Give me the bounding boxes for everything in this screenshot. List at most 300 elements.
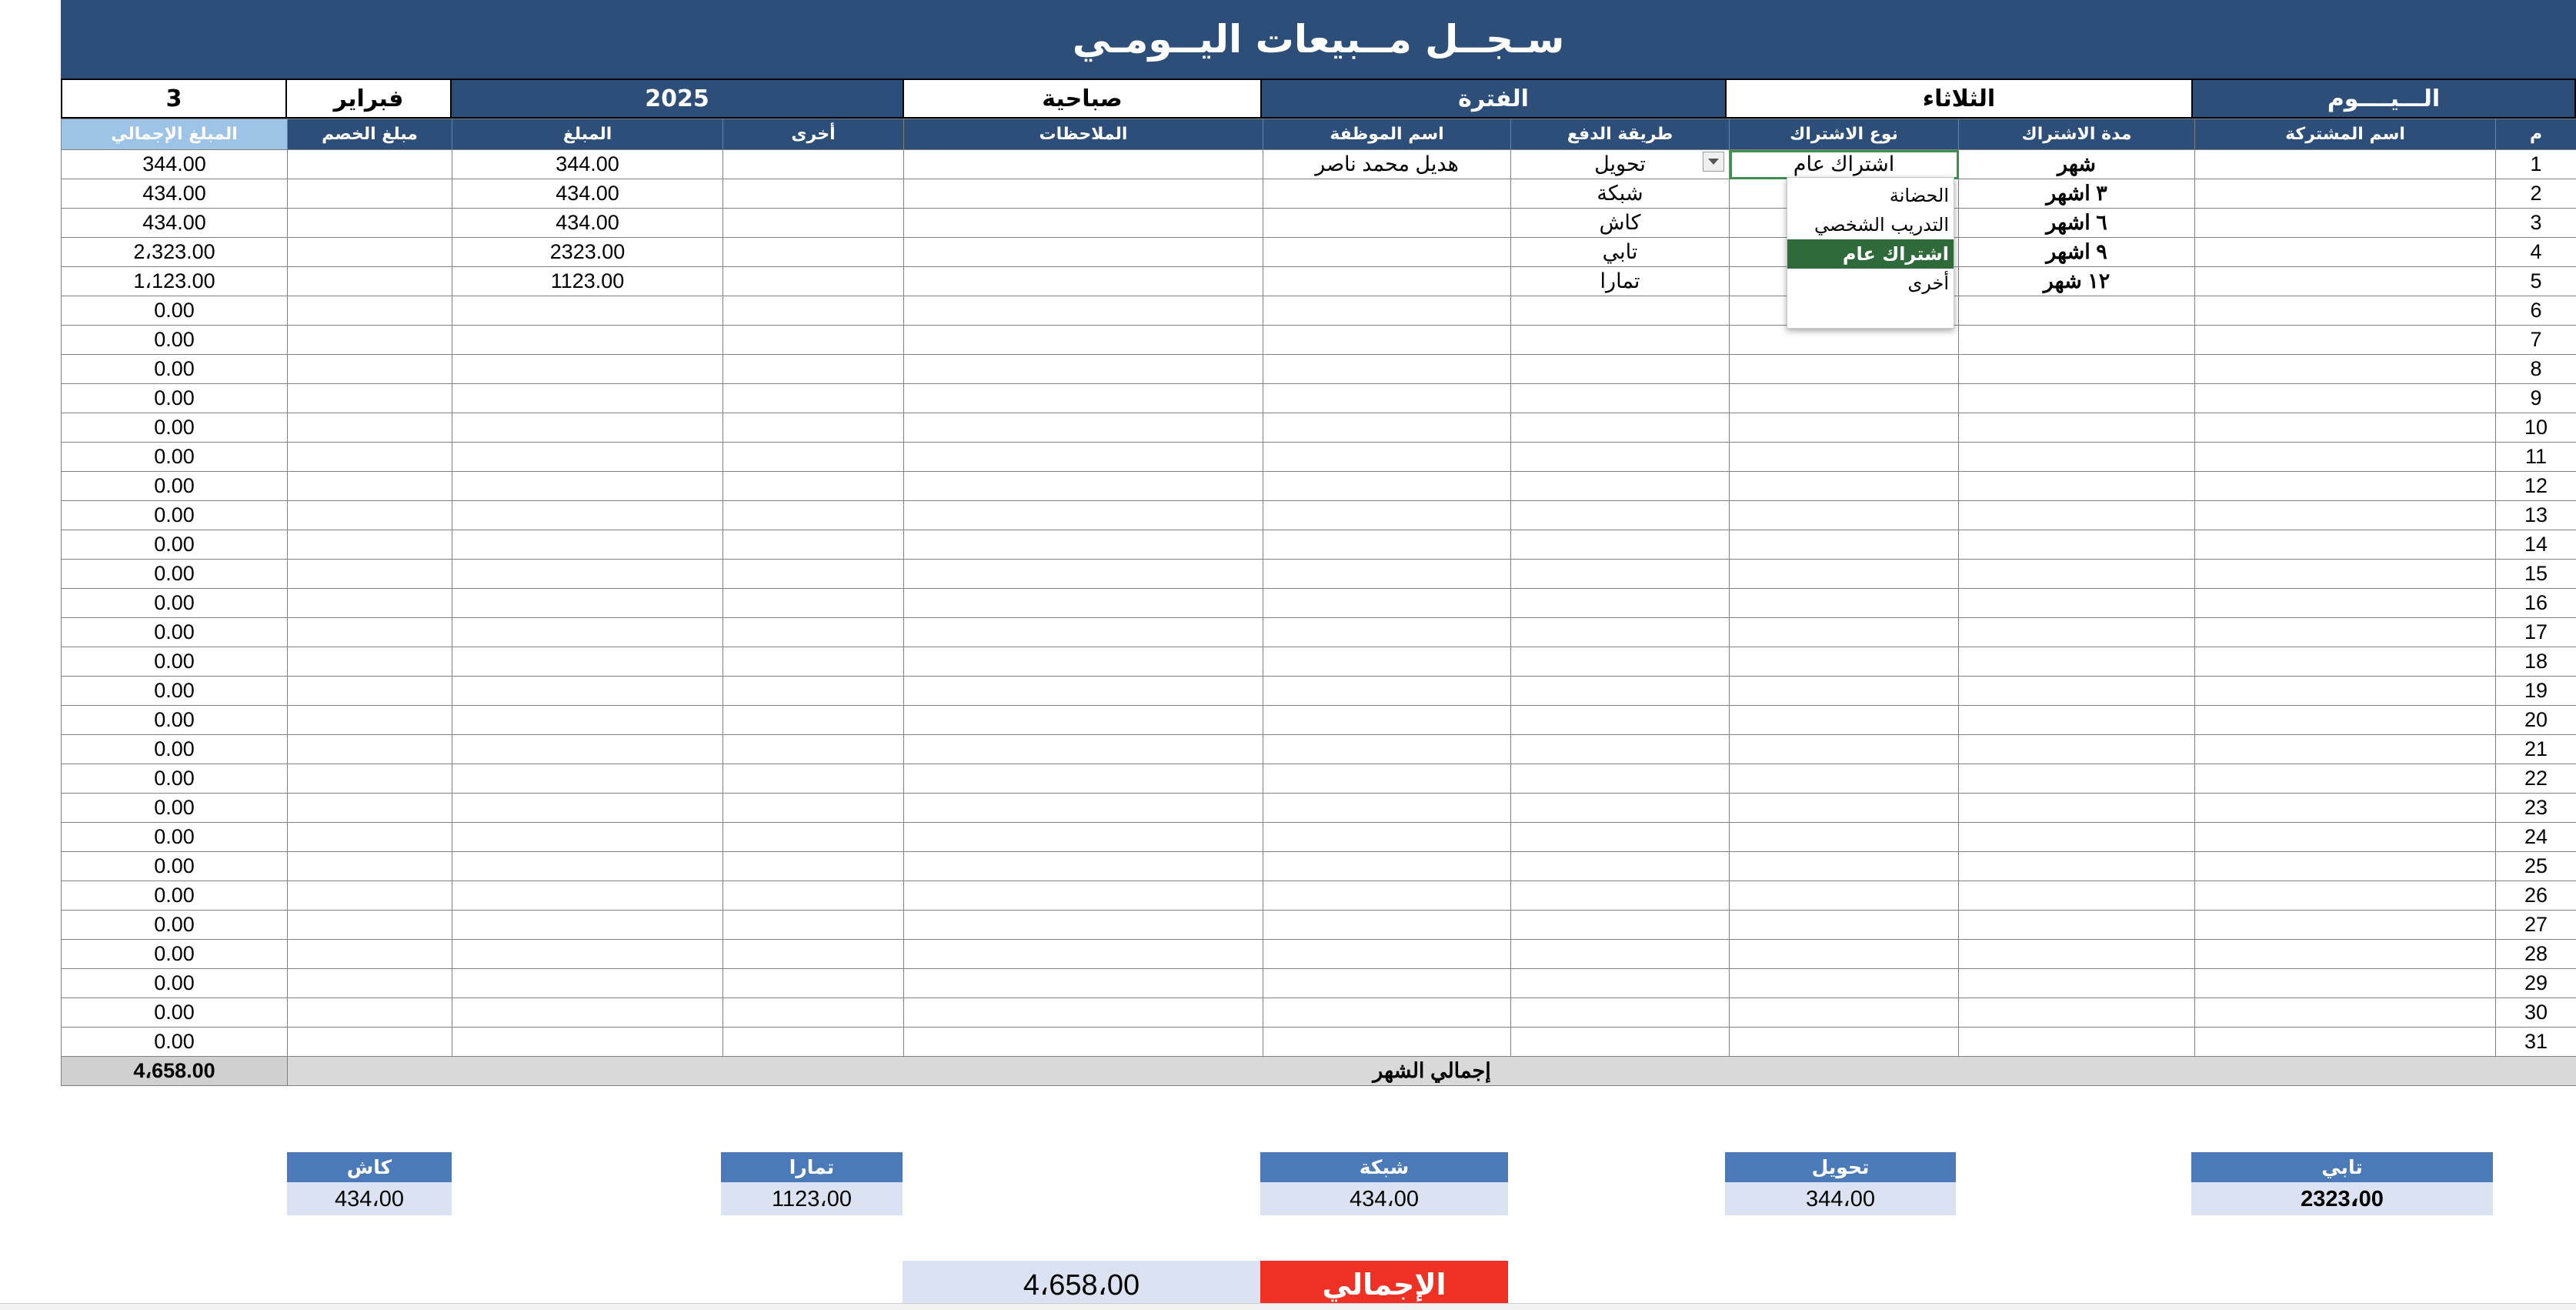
cell-amount[interactable] xyxy=(452,326,723,355)
cell-other[interactable] xyxy=(723,940,904,969)
cell-employee[interactable]: هديل محمد ناصر xyxy=(1263,150,1511,179)
cell-total[interactable]: 0.00 xyxy=(62,589,288,618)
cell-other[interactable] xyxy=(723,911,904,940)
cell-total[interactable]: 0.00 xyxy=(62,881,288,911)
cell-notes[interactable] xyxy=(904,940,1263,969)
cell-payment[interactable]: تحويل xyxy=(1511,150,1730,179)
cell-amount[interactable]: 344.00 xyxy=(452,150,723,179)
cell-payment[interactable] xyxy=(1511,472,1730,501)
cell-discount[interactable] xyxy=(288,472,452,501)
cell-discount[interactable] xyxy=(288,560,452,589)
cell-other[interactable] xyxy=(723,969,904,998)
cell-employee[interactable] xyxy=(1263,998,1511,1028)
cell-employee[interactable] xyxy=(1263,472,1511,501)
cell-total[interactable]: 0.00 xyxy=(62,940,288,969)
cell-discount[interactable] xyxy=(288,589,452,618)
cell-duration[interactable] xyxy=(1959,413,2195,443)
cell-discount[interactable] xyxy=(288,355,452,384)
cell-duration[interactable] xyxy=(1959,560,2195,589)
cell-employee[interactable] xyxy=(1263,677,1511,706)
cell-duration[interactable] xyxy=(1959,384,2195,413)
cell-sub-type[interactable] xyxy=(1730,911,1959,940)
cell-employee[interactable] xyxy=(1263,238,1511,267)
cell-employee[interactable] xyxy=(1263,735,1511,764)
cell-other[interactable] xyxy=(723,998,904,1028)
dropdown-toggle[interactable] xyxy=(1703,152,1724,172)
cell-duration[interactable] xyxy=(1959,530,2195,560)
cell-total[interactable]: 0.00 xyxy=(62,794,288,823)
cell-discount[interactable] xyxy=(288,998,452,1028)
cell-employee[interactable] xyxy=(1263,764,1511,794)
cell-notes[interactable] xyxy=(904,296,1263,326)
cell-payment[interactable] xyxy=(1511,647,1730,677)
cell-notes[interactable] xyxy=(904,267,1263,296)
cell-payment[interactable] xyxy=(1511,530,1730,560)
cell-duration[interactable]: ٩ اشهر xyxy=(1959,238,2195,267)
cell-duration[interactable]: ١٢ شهر xyxy=(1959,267,2195,296)
cell-member-name[interactable] xyxy=(2195,764,2496,794)
cell-member-name[interactable] xyxy=(2195,823,2496,852)
cell-discount[interactable] xyxy=(288,179,452,209)
cell-employee[interactable] xyxy=(1263,618,1511,647)
cell-duration[interactable] xyxy=(1959,1028,2195,1057)
cell-employee[interactable] xyxy=(1263,589,1511,618)
cell-employee[interactable] xyxy=(1263,501,1511,530)
cell-sub-type[interactable] xyxy=(1730,969,1959,998)
cell-payment[interactable] xyxy=(1511,998,1730,1028)
cell-duration[interactable] xyxy=(1959,589,2195,618)
dropdown-option[interactable]: الحضانة xyxy=(1889,185,1949,206)
cell-discount[interactable] xyxy=(288,677,452,706)
cell-employee[interactable] xyxy=(1263,1028,1511,1057)
cell-total[interactable]: 0.00 xyxy=(62,296,288,326)
cell-employee[interactable] xyxy=(1263,823,1511,852)
cell-payment[interactable] xyxy=(1511,355,1730,384)
cell-amount[interactable] xyxy=(452,472,723,501)
cell-amount[interactable] xyxy=(452,355,723,384)
cell-other[interactable] xyxy=(723,530,904,560)
cell-discount[interactable] xyxy=(288,501,452,530)
cell-payment[interactable] xyxy=(1511,794,1730,823)
cell-payment[interactable] xyxy=(1511,589,1730,618)
cell-total[interactable]: 0.00 xyxy=(62,677,288,706)
dropdown-option[interactable]: التدريب الشخصي xyxy=(1814,214,1949,236)
cell-member-name[interactable] xyxy=(2195,150,2496,179)
day-value-cell[interactable]: الثلاثاء xyxy=(1725,79,2193,119)
cell-member-name[interactable] xyxy=(2195,881,2496,911)
cell-other[interactable] xyxy=(723,326,904,355)
cell-employee[interactable] xyxy=(1263,326,1511,355)
cell-other[interactable] xyxy=(723,852,904,881)
cell-payment[interactable] xyxy=(1511,706,1730,735)
cell-total[interactable]: 0.00 xyxy=(62,472,288,501)
cell-member-name[interactable] xyxy=(2195,501,2496,530)
cell-other[interactable] xyxy=(723,384,904,413)
cell-employee[interactable] xyxy=(1263,179,1511,209)
cell-member-name[interactable] xyxy=(2195,238,2496,267)
cell-sub-type[interactable] xyxy=(1730,852,1959,881)
cell-total[interactable]: 2،323.00 xyxy=(62,238,288,267)
cell-other[interactable] xyxy=(723,794,904,823)
cell-sub-type[interactable] xyxy=(1730,501,1959,530)
cell-sub-type[interactable]: اشتراك عام xyxy=(1730,150,1959,179)
cell-total[interactable]: 0.00 xyxy=(62,911,288,940)
cell-payment[interactable] xyxy=(1511,911,1730,940)
cell-discount[interactable] xyxy=(288,735,452,764)
cell-notes[interactable] xyxy=(904,998,1263,1028)
cell-notes[interactable] xyxy=(904,238,1263,267)
cell-discount[interactable] xyxy=(288,209,452,238)
cell-duration[interactable] xyxy=(1959,296,2195,326)
cell-sub-type[interactable] xyxy=(1730,443,1959,472)
cell-payment[interactable] xyxy=(1511,852,1730,881)
cell-duration[interactable] xyxy=(1959,881,2195,911)
cell-notes[interactable] xyxy=(904,618,1263,647)
cell-payment[interactable] xyxy=(1511,296,1730,326)
cell-total[interactable]: 0.00 xyxy=(62,326,288,355)
cell-payment[interactable] xyxy=(1511,764,1730,794)
cell-discount[interactable] xyxy=(288,706,452,735)
cell-discount[interactable] xyxy=(288,764,452,794)
cell-payment[interactable] xyxy=(1511,501,1730,530)
cell-other[interactable] xyxy=(723,355,904,384)
cell-other[interactable] xyxy=(723,618,904,647)
cell-payment[interactable]: تمارا xyxy=(1511,267,1730,296)
cell-payment[interactable] xyxy=(1511,1028,1730,1057)
cell-other[interactable] xyxy=(723,150,904,179)
cell-amount[interactable] xyxy=(452,618,723,647)
cell-payment[interactable]: شبكة xyxy=(1511,179,1730,209)
cell-duration[interactable] xyxy=(1959,940,2195,969)
cell-sub-type[interactable] xyxy=(1730,326,1959,355)
cell-employee[interactable] xyxy=(1263,794,1511,823)
cell-amount[interactable] xyxy=(452,384,723,413)
cell-other[interactable] xyxy=(723,501,904,530)
cell-notes[interactable] xyxy=(904,823,1263,852)
cell-notes[interactable] xyxy=(904,1028,1263,1057)
cell-other[interactable] xyxy=(723,296,904,326)
cell-total[interactable]: 1،123.00 xyxy=(62,267,288,296)
cell-payment[interactable] xyxy=(1511,823,1730,852)
cell-total[interactable]: 0.00 xyxy=(62,735,288,764)
cell-notes[interactable] xyxy=(904,589,1263,618)
cell-total[interactable]: 0.00 xyxy=(62,706,288,735)
cell-total[interactable]: 0.00 xyxy=(62,852,288,881)
cell-sub-type[interactable] xyxy=(1730,355,1959,384)
cell-sub-type[interactable] xyxy=(1730,735,1959,764)
cell-amount[interactable]: 1123.00 xyxy=(452,267,723,296)
cell-amount[interactable] xyxy=(452,794,723,823)
cell-payment[interactable] xyxy=(1511,881,1730,911)
cell-discount[interactable] xyxy=(288,794,452,823)
cell-member-name[interactable] xyxy=(2195,413,2496,443)
cell-member-name[interactable] xyxy=(2195,589,2496,618)
cell-total[interactable]: 434.00 xyxy=(62,209,288,238)
cell-other[interactable] xyxy=(723,238,904,267)
cell-notes[interactable] xyxy=(904,472,1263,501)
cell-amount[interactable] xyxy=(452,969,723,998)
cell-employee[interactable] xyxy=(1263,384,1511,413)
cell-other[interactable] xyxy=(723,179,904,209)
cell-duration[interactable] xyxy=(1959,852,2195,881)
cell-other[interactable] xyxy=(723,209,904,238)
cell-duration[interactable]: ٣ اشهر xyxy=(1959,179,2195,209)
cell-notes[interactable] xyxy=(904,501,1263,530)
cell-total[interactable]: 434.00 xyxy=(62,179,288,209)
cell-employee[interactable] xyxy=(1263,413,1511,443)
cell-other[interactable] xyxy=(723,413,904,443)
cell-sub-type[interactable] xyxy=(1730,823,1959,852)
cell-notes[interactable] xyxy=(904,969,1263,998)
cell-total[interactable]: 0.00 xyxy=(62,764,288,794)
cell-amount[interactable] xyxy=(452,589,723,618)
cell-other[interactable] xyxy=(723,472,904,501)
period-value-cell[interactable]: صباحية xyxy=(903,79,1262,119)
cell-employee[interactable] xyxy=(1263,296,1511,326)
cell-notes[interactable] xyxy=(904,794,1263,823)
cell-total[interactable]: 0.00 xyxy=(62,560,288,589)
cell-discount[interactable] xyxy=(288,443,452,472)
cell-notes[interactable] xyxy=(904,881,1263,911)
cell-sub-type[interactable] xyxy=(1730,764,1959,794)
cell-amount[interactable] xyxy=(452,530,723,560)
cell-member-name[interactable] xyxy=(2195,443,2496,472)
cell-duration[interactable] xyxy=(1959,998,2195,1028)
cell-amount[interactable] xyxy=(452,764,723,794)
cell-discount[interactable] xyxy=(288,881,452,911)
cell-sub-type[interactable] xyxy=(1730,530,1959,560)
cell-payment[interactable] xyxy=(1511,326,1730,355)
cell-total[interactable]: 0.00 xyxy=(62,1028,288,1057)
cell-notes[interactable] xyxy=(904,706,1263,735)
cell-discount[interactable] xyxy=(288,326,452,355)
cell-payment[interactable] xyxy=(1511,940,1730,969)
cell-discount[interactable] xyxy=(288,911,452,940)
cell-amount[interactable] xyxy=(452,677,723,706)
cell-member-name[interactable] xyxy=(2195,735,2496,764)
cell-sub-type[interactable] xyxy=(1730,677,1959,706)
cell-employee[interactable] xyxy=(1263,881,1511,911)
cell-employee[interactable] xyxy=(1263,560,1511,589)
cell-other[interactable] xyxy=(723,677,904,706)
cell-employee[interactable] xyxy=(1263,443,1511,472)
cell-member-name[interactable] xyxy=(2195,209,2496,238)
cell-discount[interactable] xyxy=(288,852,452,881)
cell-employee[interactable] xyxy=(1263,911,1511,940)
cell-notes[interactable] xyxy=(904,413,1263,443)
cell-discount[interactable] xyxy=(288,940,452,969)
cell-employee[interactable] xyxy=(1263,267,1511,296)
cell-discount[interactable] xyxy=(288,384,452,413)
cell-total[interactable]: 0.00 xyxy=(62,647,288,677)
cell-amount[interactable] xyxy=(452,735,723,764)
cell-member-name[interactable] xyxy=(2195,618,2496,647)
cell-employee[interactable] xyxy=(1263,530,1511,560)
cell-notes[interactable] xyxy=(904,150,1263,179)
cell-amount[interactable] xyxy=(452,706,723,735)
month-cell[interactable]: فبراير xyxy=(285,79,452,119)
cell-sub-type[interactable] xyxy=(1730,589,1959,618)
cell-member-name[interactable] xyxy=(2195,296,2496,326)
cell-discount[interactable] xyxy=(288,267,452,296)
cell-payment[interactable] xyxy=(1511,735,1730,764)
cell-other[interactable] xyxy=(723,823,904,852)
cell-total[interactable]: 0.00 xyxy=(62,618,288,647)
cell-duration[interactable] xyxy=(1959,618,2195,647)
cell-amount[interactable] xyxy=(452,852,723,881)
cell-other[interactable] xyxy=(723,589,904,618)
cell-amount[interactable] xyxy=(452,296,723,326)
cell-payment[interactable] xyxy=(1511,677,1730,706)
cell-notes[interactable] xyxy=(904,764,1263,794)
cell-sub-type[interactable] xyxy=(1730,794,1959,823)
cell-other[interactable] xyxy=(723,764,904,794)
cell-total[interactable]: 0.00 xyxy=(62,530,288,560)
cell-employee[interactable] xyxy=(1263,940,1511,969)
cell-notes[interactable] xyxy=(904,647,1263,677)
cell-member-name[interactable] xyxy=(2195,706,2496,735)
cell-discount[interactable] xyxy=(288,238,452,267)
cell-amount[interactable] xyxy=(452,1028,723,1057)
cell-payment[interactable] xyxy=(1511,384,1730,413)
cell-amount[interactable] xyxy=(452,443,723,472)
cell-discount[interactable] xyxy=(288,296,452,326)
cell-member-name[interactable] xyxy=(2195,1028,2496,1057)
cell-amount[interactable] xyxy=(452,881,723,911)
day-number-cell[interactable]: 3 xyxy=(61,79,287,119)
cell-total[interactable]: 0.00 xyxy=(62,443,288,472)
cell-discount[interactable] xyxy=(288,647,452,677)
cell-duration[interactable] xyxy=(1959,647,2195,677)
cell-sub-type[interactable] xyxy=(1730,472,1959,501)
cell-sub-type[interactable] xyxy=(1730,647,1959,677)
cell-discount[interactable] xyxy=(288,150,452,179)
cell-sub-type[interactable] xyxy=(1730,384,1959,413)
cell-member-name[interactable] xyxy=(2195,940,2496,969)
cell-other[interactable] xyxy=(723,881,904,911)
cell-amount[interactable] xyxy=(452,911,723,940)
cell-payment[interactable] xyxy=(1511,969,1730,998)
cell-sub-type[interactable] xyxy=(1730,706,1959,735)
cell-sub-type[interactable] xyxy=(1730,998,1959,1028)
cell-duration[interactable] xyxy=(1959,443,2195,472)
cell-other[interactable] xyxy=(723,647,904,677)
cell-duration[interactable] xyxy=(1959,794,2195,823)
cell-employee[interactable] xyxy=(1263,647,1511,677)
cell-duration[interactable] xyxy=(1959,472,2195,501)
cell-payment[interactable]: كاش xyxy=(1511,209,1730,238)
cell-total[interactable]: 0.00 xyxy=(62,501,288,530)
cell-duration[interactable] xyxy=(1959,969,2195,998)
cell-duration[interactable] xyxy=(1959,735,2195,764)
cell-member-name[interactable] xyxy=(2195,911,2496,940)
cell-payment[interactable] xyxy=(1511,413,1730,443)
cell-payment[interactable] xyxy=(1511,443,1730,472)
cell-amount[interactable] xyxy=(452,501,723,530)
cell-member-name[interactable] xyxy=(2195,472,2496,501)
cell-total[interactable]: 0.00 xyxy=(62,413,288,443)
cell-total[interactable]: 344.00 xyxy=(62,150,288,179)
cell-member-name[interactable] xyxy=(2195,794,2496,823)
cell-member-name[interactable] xyxy=(2195,677,2496,706)
cell-notes[interactable] xyxy=(904,911,1263,940)
cell-discount[interactable] xyxy=(288,413,452,443)
cell-duration[interactable] xyxy=(1959,355,2195,384)
cell-total[interactable]: 0.00 xyxy=(62,998,288,1028)
cell-total[interactable]: 0.00 xyxy=(62,384,288,413)
cell-other[interactable] xyxy=(723,1028,904,1057)
cell-notes[interactable] xyxy=(904,326,1263,355)
dropdown-option[interactable]: أخرى xyxy=(1907,272,1949,294)
cell-discount[interactable] xyxy=(288,823,452,852)
cell-member-name[interactable] xyxy=(2195,530,2496,560)
cell-duration[interactable] xyxy=(1959,706,2195,735)
cell-total[interactable]: 0.00 xyxy=(62,355,288,384)
cell-employee[interactable] xyxy=(1263,209,1511,238)
cell-discount[interactable] xyxy=(288,618,452,647)
cell-duration[interactable]: ٦ اشهر xyxy=(1959,209,2195,238)
cell-other[interactable] xyxy=(723,443,904,472)
cell-other[interactable] xyxy=(723,735,904,764)
cell-duration[interactable]: شهر xyxy=(1959,150,2195,179)
cell-member-name[interactable] xyxy=(2195,355,2496,384)
cell-discount[interactable] xyxy=(288,530,452,560)
cell-notes[interactable] xyxy=(904,560,1263,589)
cell-duration[interactable] xyxy=(1959,764,2195,794)
cell-amount[interactable] xyxy=(452,940,723,969)
cell-notes[interactable] xyxy=(904,530,1263,560)
cell-member-name[interactable] xyxy=(2195,647,2496,677)
cell-member-name[interactable] xyxy=(2195,267,2496,296)
cell-member-name[interactable] xyxy=(2195,560,2496,589)
cell-employee[interactable] xyxy=(1263,355,1511,384)
cell-discount[interactable] xyxy=(288,969,452,998)
cell-notes[interactable] xyxy=(904,443,1263,472)
cell-other[interactable] xyxy=(723,706,904,735)
cell-sub-type[interactable] xyxy=(1730,1028,1959,1057)
cell-notes[interactable] xyxy=(904,735,1263,764)
cell-sub-type[interactable] xyxy=(1730,618,1959,647)
cell-member-name[interactable] xyxy=(2195,998,2496,1028)
cell-notes[interactable] xyxy=(904,384,1263,413)
cell-duration[interactable] xyxy=(1959,823,2195,852)
cell-sub-type[interactable] xyxy=(1730,881,1959,911)
cell-notes[interactable] xyxy=(904,209,1263,238)
cell-amount[interactable] xyxy=(452,647,723,677)
cell-member-name[interactable] xyxy=(2195,384,2496,413)
year-cell[interactable]: 2025 xyxy=(450,79,904,119)
dropdown-option-selected[interactable]: اشتراك عام xyxy=(1787,239,1954,269)
cell-amount[interactable]: 434.00 xyxy=(452,179,723,209)
cell-notes[interactable] xyxy=(904,355,1263,384)
cell-member-name[interactable] xyxy=(2195,969,2496,998)
cell-sub-type[interactable] xyxy=(1730,940,1959,969)
cell-duration[interactable] xyxy=(1959,326,2195,355)
cell-notes[interactable] xyxy=(904,179,1263,209)
cell-duration[interactable] xyxy=(1959,501,2195,530)
cell-other[interactable] xyxy=(723,560,904,589)
cell-employee[interactable] xyxy=(1263,969,1511,998)
cell-sub-type[interactable] xyxy=(1730,560,1959,589)
cell-employee[interactable] xyxy=(1263,852,1511,881)
cell-total[interactable]: 0.00 xyxy=(62,823,288,852)
cell-duration[interactable] xyxy=(1959,677,2195,706)
cell-amount[interactable]: 434.00 xyxy=(452,209,723,238)
cell-sub-type[interactable] xyxy=(1730,413,1959,443)
cell-duration[interactable] xyxy=(1959,911,2195,940)
cell-employee[interactable] xyxy=(1263,706,1511,735)
cell-amount[interactable] xyxy=(452,560,723,589)
